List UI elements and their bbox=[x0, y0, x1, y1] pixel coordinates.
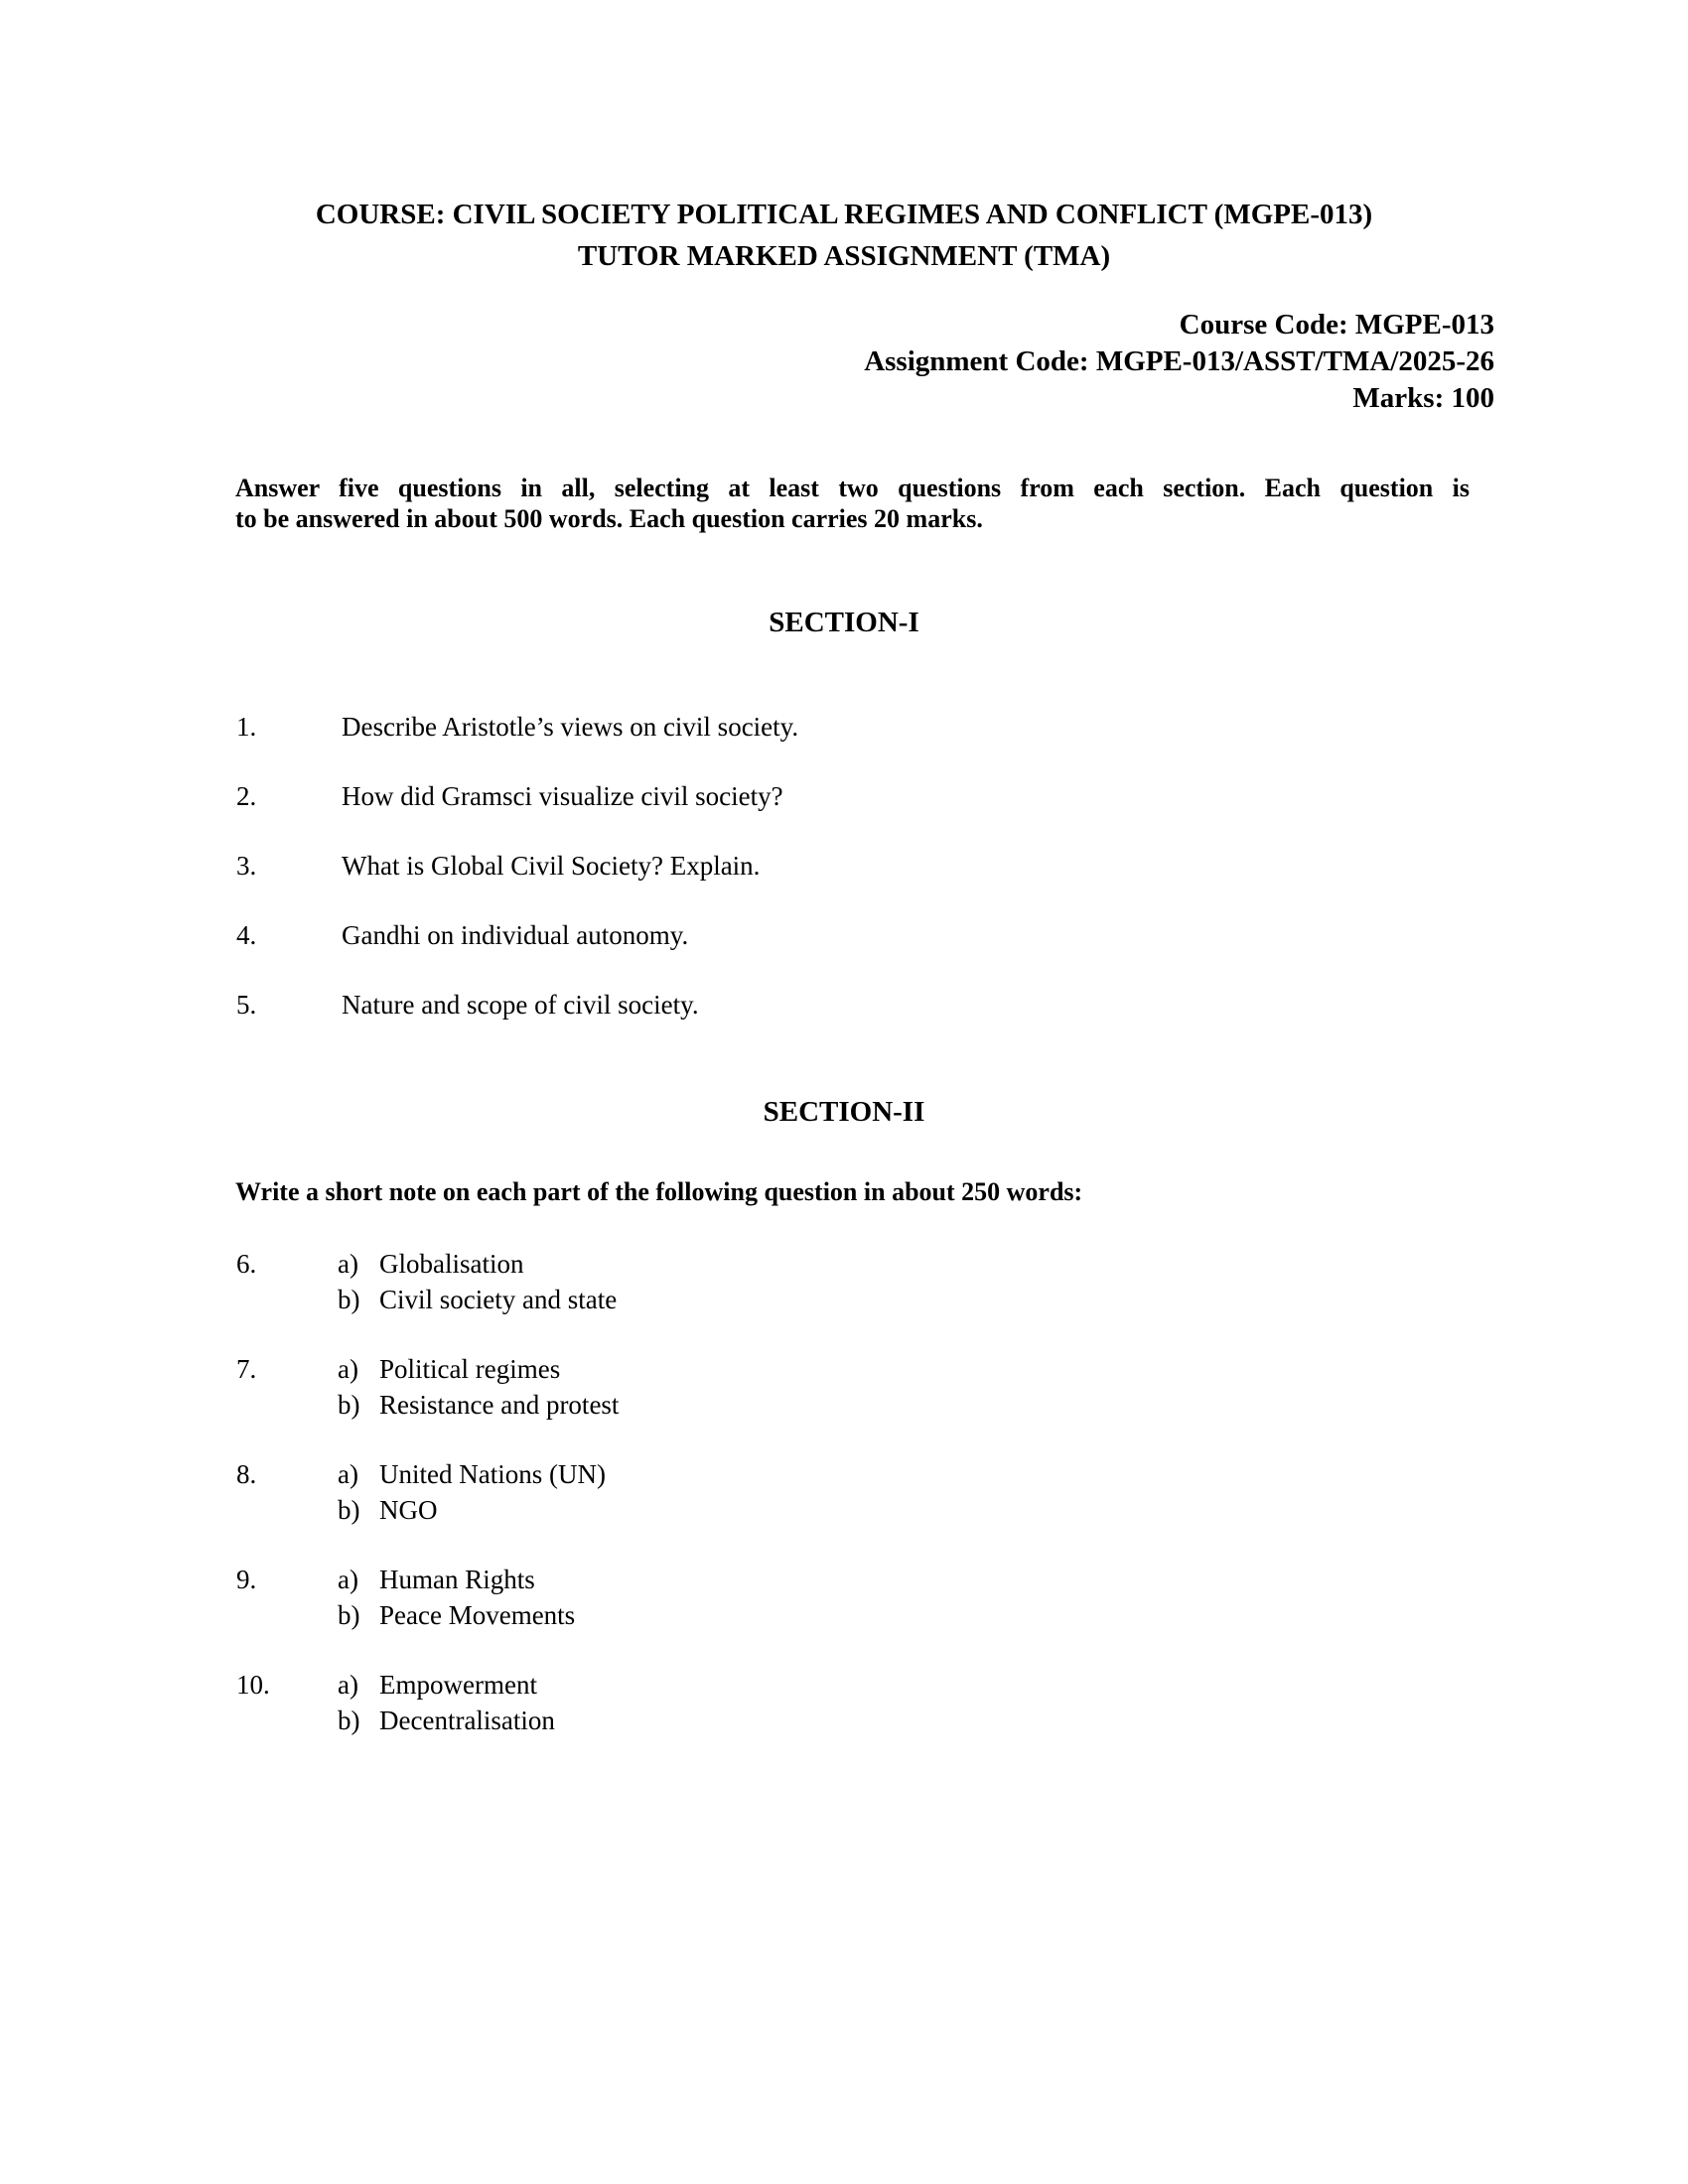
part-label: a) bbox=[338, 1565, 358, 1594]
part-text: Resistance and protest bbox=[379, 1390, 620, 1420]
question-text: What is Global Civil Society? Explain. bbox=[342, 851, 761, 881]
course-code: Course Code: MGPE-013 bbox=[1179, 309, 1494, 341]
question-part bbox=[338, 1703, 555, 1738]
question-row bbox=[236, 711, 1688, 744]
question-number: 7. bbox=[236, 1354, 257, 1384]
part-label: b) bbox=[338, 1706, 360, 1735]
part-text: Civil society and state bbox=[379, 1285, 618, 1314]
part-label: b) bbox=[338, 1495, 360, 1525]
question-row bbox=[236, 1562, 1688, 1633]
question-number: 8. bbox=[236, 1459, 257, 1489]
question-part bbox=[338, 1667, 555, 1703]
question-part bbox=[338, 1562, 575, 1597]
question-number: 9. bbox=[236, 1565, 257, 1594]
assignment-title-line: TUTOR MARKED ASSIGNMENT (TMA) bbox=[577, 240, 1111, 272]
question-text: Gandhi on individual autonomy. bbox=[342, 920, 689, 950]
question-parts bbox=[338, 1246, 617, 1317]
part-text: Globalisation bbox=[379, 1249, 524, 1279]
question-number: 5. bbox=[236, 990, 257, 1020]
question-text: Describe Aristotle’s views on civil society. bbox=[342, 712, 799, 742]
instructions-line-2: to be answered in about 500 words. Each question carries 20 marks. bbox=[235, 504, 983, 533]
question-part bbox=[338, 1351, 619, 1387]
question-part bbox=[338, 1246, 617, 1282]
part-label: b) bbox=[338, 1390, 360, 1420]
question-part bbox=[338, 1492, 606, 1528]
section-1-heading: SECTION-I bbox=[769, 607, 919, 638]
part-text: Peace Movements bbox=[379, 1600, 576, 1630]
assignment-code: Assignment Code: MGPE-013/ASST/TMA/2025-26 bbox=[864, 345, 1494, 377]
section-2-question-list bbox=[0, 1246, 1688, 1738]
question-text: How did Gramsci visualize civil society? bbox=[342, 781, 783, 811]
section-2-note: Write a short note on each part of the following question in about 250 words: bbox=[235, 1177, 1083, 1206]
question-part bbox=[338, 1597, 575, 1633]
part-label: b) bbox=[338, 1600, 360, 1630]
question-parts bbox=[338, 1456, 606, 1528]
part-label: a) bbox=[338, 1670, 358, 1700]
instructions-line-1: Answer five questions in all, selecting at least two questions from each section. Each question is bbox=[235, 474, 1470, 502]
question-number: 2. bbox=[236, 781, 257, 811]
part-text: Empowerment bbox=[379, 1670, 537, 1700]
question-part bbox=[338, 1282, 617, 1317]
document-title bbox=[0, 0, 1688, 277]
question-row bbox=[236, 1351, 1688, 1423]
question-row bbox=[236, 919, 1688, 952]
question-text: Nature and scope of civil society. bbox=[342, 990, 699, 1020]
question-part bbox=[338, 1387, 619, 1423]
question-row bbox=[236, 850, 1688, 883]
part-label: b) bbox=[338, 1285, 360, 1314]
question-number: 4. bbox=[236, 920, 257, 950]
course-title-line: COURSE: CIVIL SOCIETY POLITICAL REGIMES AND CONFLICT (MGPE-013) bbox=[315, 199, 1373, 230]
part-text: Human Rights bbox=[379, 1565, 535, 1594]
part-text: NGO bbox=[379, 1495, 438, 1525]
code-block bbox=[0, 307, 1688, 417]
part-label: a) bbox=[338, 1459, 358, 1489]
part-text: Decentralisation bbox=[379, 1706, 555, 1735]
part-label: a) bbox=[338, 1249, 358, 1279]
question-row bbox=[236, 1246, 1688, 1317]
part-text: Political regimes bbox=[379, 1354, 561, 1384]
question-number: 1. bbox=[236, 712, 257, 742]
question-parts bbox=[338, 1562, 575, 1633]
question-parts bbox=[338, 1351, 619, 1423]
part-label: a) bbox=[338, 1354, 358, 1384]
question-row bbox=[236, 780, 1688, 813]
question-parts bbox=[338, 1667, 555, 1738]
question-row bbox=[236, 989, 1688, 1022]
instructions-paragraph bbox=[235, 473, 1470, 534]
marks: Marks: 100 bbox=[1352, 382, 1494, 414]
question-number: 6. bbox=[236, 1249, 257, 1279]
question-number: 10. bbox=[236, 1670, 270, 1700]
section-2-heading: SECTION-II bbox=[763, 1096, 925, 1128]
question-row bbox=[236, 1667, 1688, 1738]
section-1-question-list bbox=[0, 711, 1688, 1022]
question-row bbox=[236, 1456, 1688, 1528]
part-text: United Nations (UN) bbox=[379, 1459, 606, 1489]
question-number: 3. bbox=[236, 851, 257, 881]
question-part bbox=[338, 1456, 606, 1492]
